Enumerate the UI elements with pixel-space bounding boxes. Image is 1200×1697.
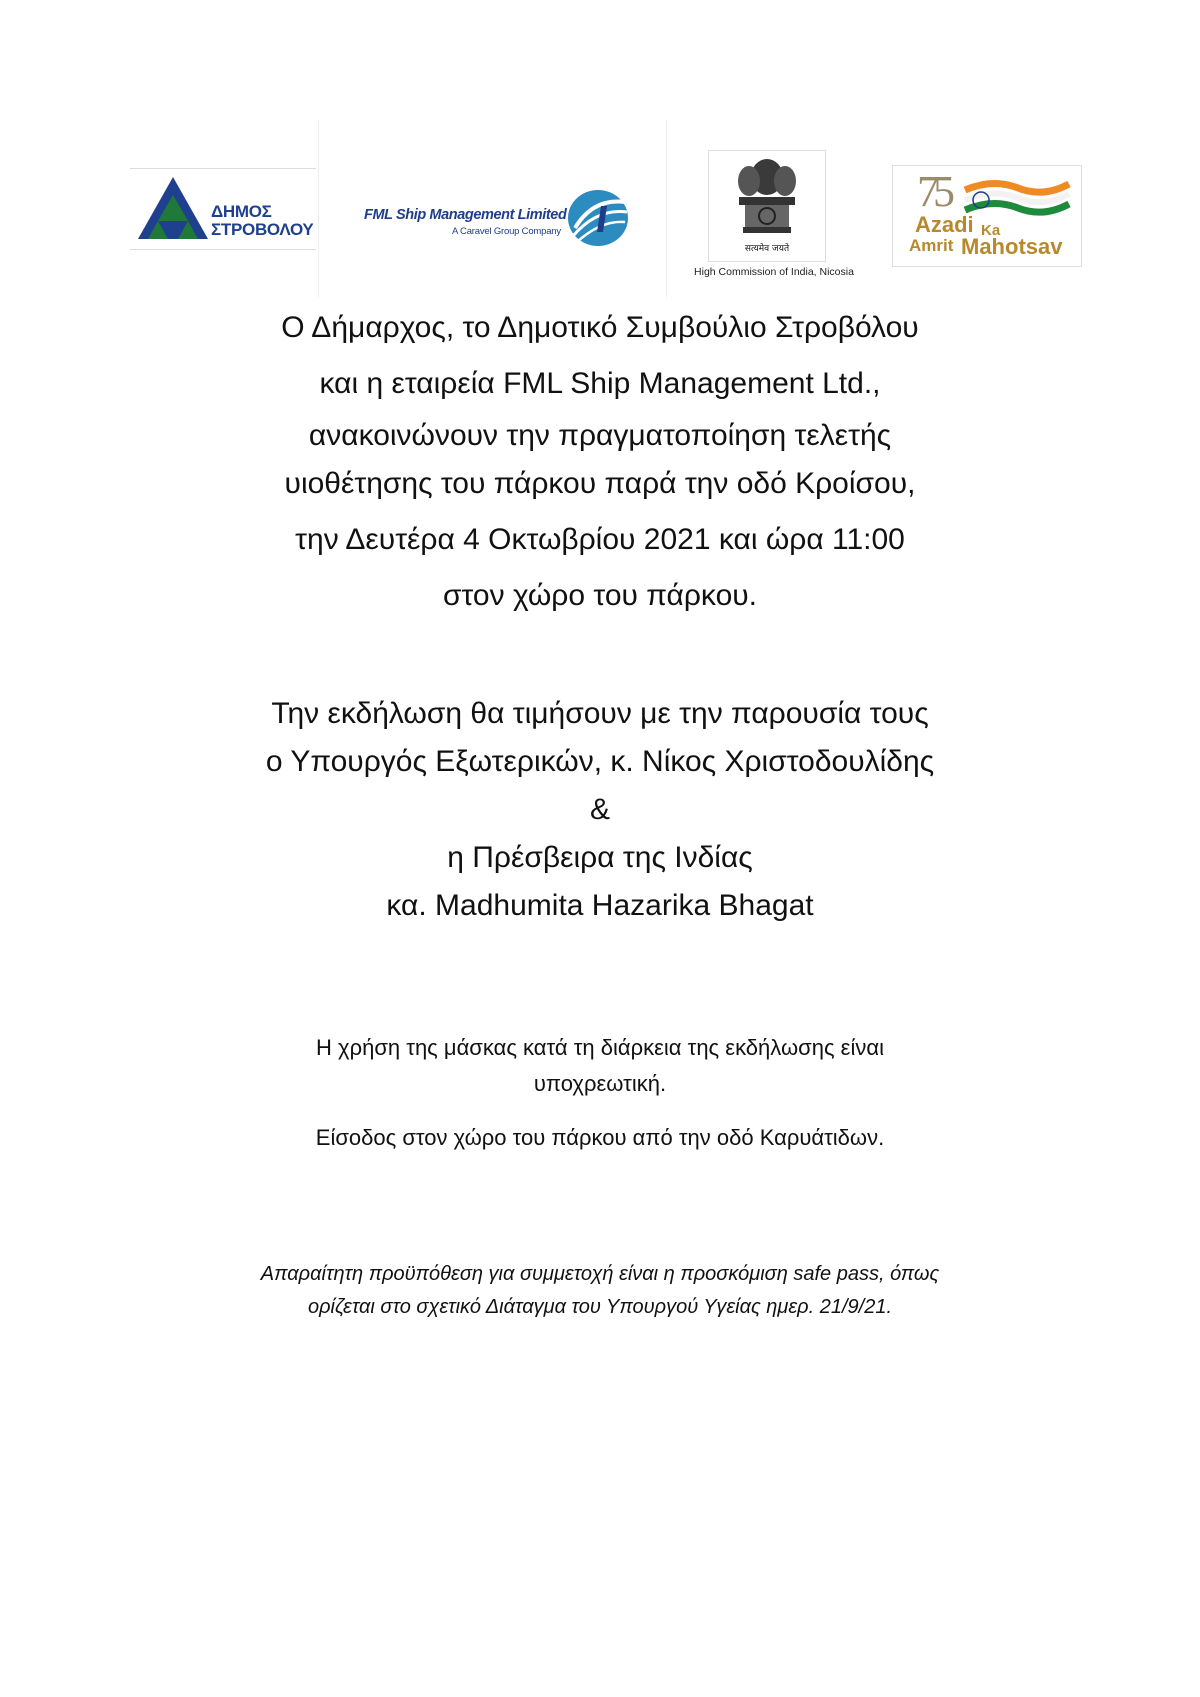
azadi-number: 75 bbox=[917, 167, 949, 216]
notes-block bbox=[0, 1030, 1200, 1156]
flag-wave-icon bbox=[963, 178, 1073, 218]
guests-line: & bbox=[589, 793, 610, 826]
india-emblem bbox=[708, 150, 826, 262]
lion-capital-icon bbox=[709, 151, 825, 247]
india-caption: High Commission of India, Nicosia bbox=[694, 266, 854, 278]
announcement-block bbox=[0, 300, 1200, 624]
announcement-line: Ο Δήμαρχος, το Δημοτικό Συμβούλιο Στροβόλου bbox=[281, 311, 919, 344]
fml-company-name: FML Ship Management Limited bbox=[364, 207, 567, 223]
announcement-line: και η εταιρεία FML Ship Management Ltd., bbox=[319, 367, 881, 400]
guests-line: Την εκδήλωση θα τιμήσουν με την παρουσία τους bbox=[271, 697, 929, 730]
azadi-word1: Azadi bbox=[915, 212, 974, 237]
india-logo bbox=[690, 148, 858, 286]
azadi-word2: Ka bbox=[981, 222, 1001, 239]
fml-swirl-icon bbox=[563, 188, 633, 248]
requirement-block bbox=[0, 1258, 1200, 1324]
entrance-note: Είσοδος στον χώρο του πάρκου από την οδό Καρυάτιδων. bbox=[315, 1125, 885, 1150]
requirement-line1: Απαραίτητη προϋπόθεση για συμμετοχή είναι η προσκόμιση safe pass, όπως bbox=[260, 1263, 940, 1285]
announcement-line: την Δευτέρα 4 Οκτωβρίου 2021 και ώρα 11:00 bbox=[295, 523, 905, 556]
strovolos-line2: ΣΤΡΟΒΟΛΟΥ bbox=[211, 220, 314, 239]
announcement-line: υιοθέτησης του πάρκου παρά την οδό Κροίσου, bbox=[284, 467, 916, 500]
announcement-line: στον χώρο του πάρκου. bbox=[442, 579, 757, 612]
strovolos-line1: ΔΗΜΟΣ bbox=[211, 202, 272, 221]
strovolos-triangle-icon bbox=[134, 173, 212, 245]
guests-line: κα. Madhumita Hazarika Bhagat bbox=[386, 889, 814, 922]
strovolos-logo bbox=[130, 168, 316, 250]
fml-company-subtitle: A Caravel Group Company bbox=[452, 226, 561, 237]
strovolos-logo-text bbox=[211, 203, 313, 239]
mask-note-line2: υποχρεωτική. bbox=[533, 1071, 667, 1096]
requirement-line2: ορίζεται στο σχετικό Διάταγμα του Υπουργού Υγείας ημερ. 21/9/21. bbox=[307, 1296, 893, 1318]
fml-logo bbox=[318, 120, 667, 297]
announcement-line: ανακοινώνουν την πραγματοποίηση τελετής bbox=[308, 419, 892, 452]
azadi-logo bbox=[892, 165, 1082, 267]
guests-block bbox=[0, 690, 1200, 930]
guests-line: η Πρέσβειρα της Ινδίας bbox=[447, 841, 753, 874]
mask-note-line1: Η χρήση της μάσκας κατά τη διάρκεια της εκδήλωσης είναι bbox=[316, 1035, 884, 1060]
guests-line: ο Υπουργός Εξωτερικών, κ. Νίκος Χριστοδουλίδης bbox=[265, 745, 935, 778]
azadi-word4: Mahotsav bbox=[961, 234, 1063, 259]
azadi-word3: Amrit bbox=[909, 236, 954, 255]
india-motto: सत्यमेव जयते bbox=[744, 244, 790, 254]
